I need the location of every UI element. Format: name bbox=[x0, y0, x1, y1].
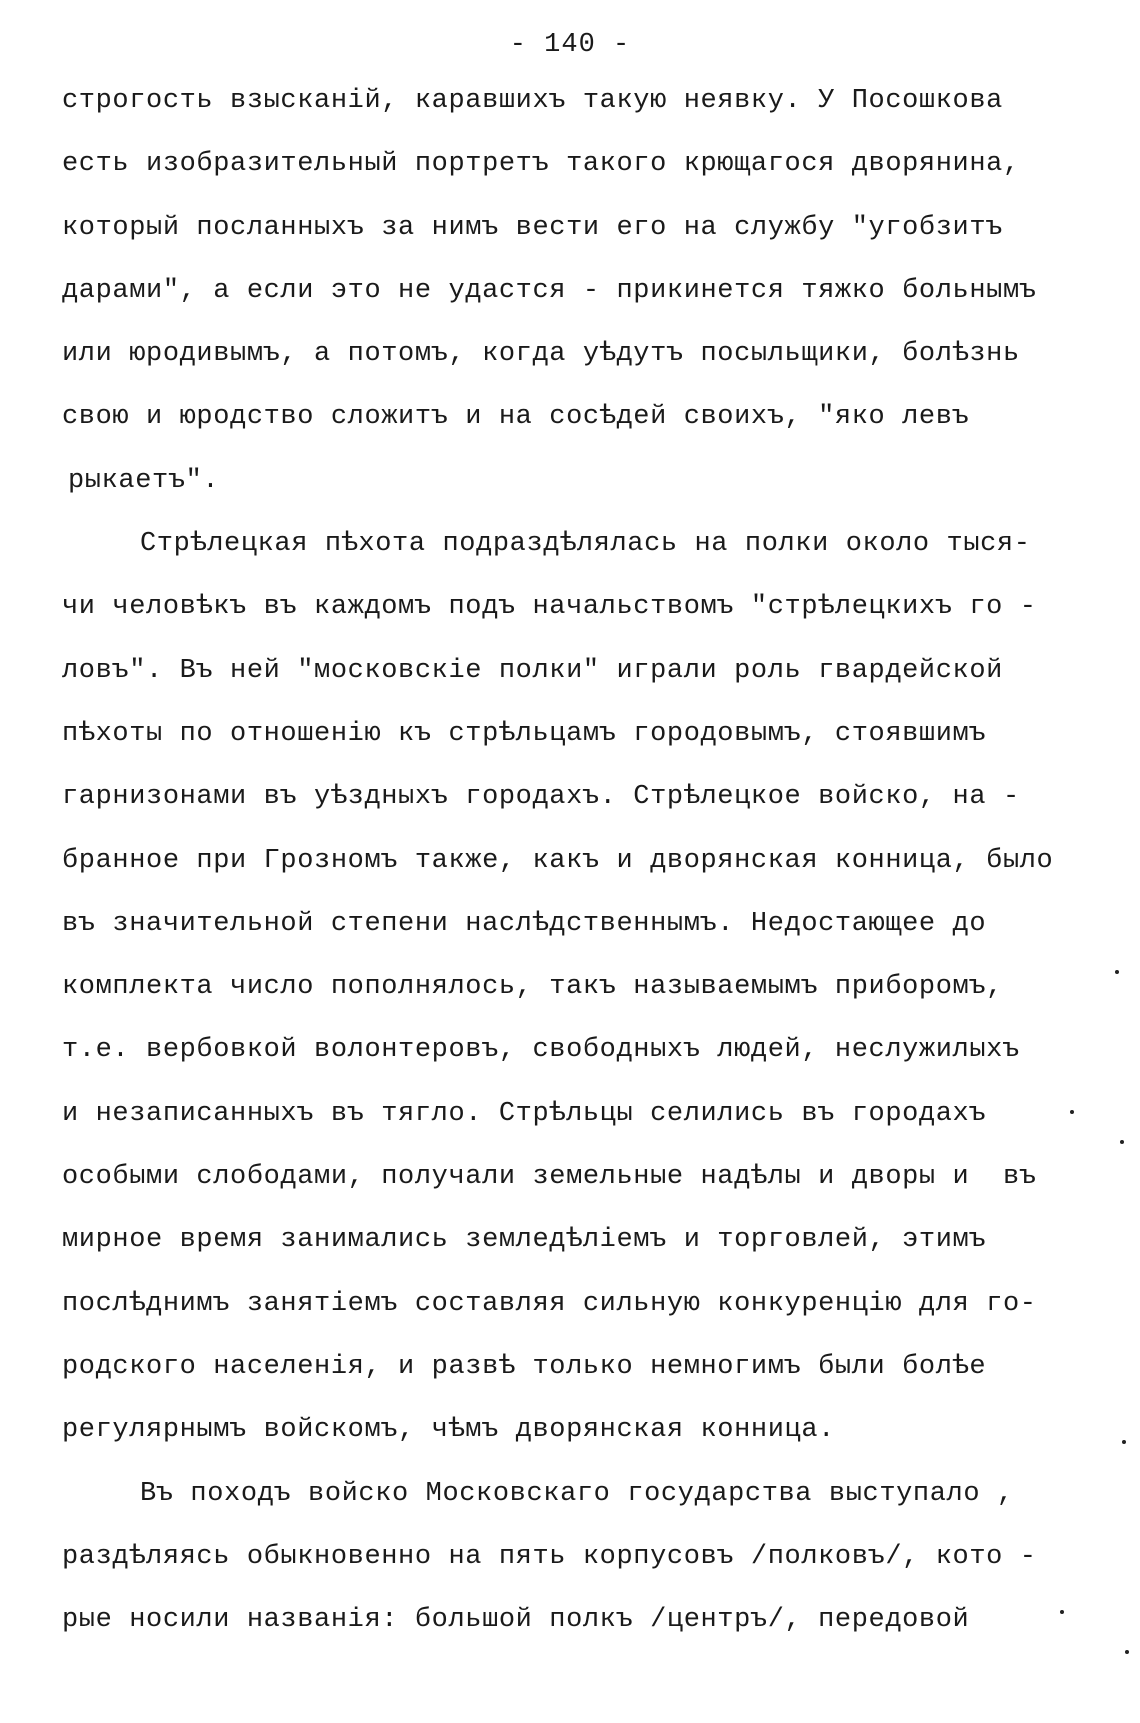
text-line: ловъ". Въ ней "московскіе полки" играли роль гвардейской bbox=[62, 655, 1003, 686]
paragraph-first-line: Въ походъ войско Московскаго государства выступало , bbox=[140, 1478, 1014, 1509]
text-line: который посланныхъ за нимъ вести его на службу "угобзитъ bbox=[62, 212, 1003, 243]
text-line: въ значительной степени наслѣдственнымъ. Недостающее до bbox=[62, 908, 987, 939]
scan-speck bbox=[1115, 970, 1119, 974]
text-line: чи человѣкъ въ каждомъ подъ начальствомъ "стрѣлецкихъ го - bbox=[62, 592, 1037, 623]
scan-speck bbox=[1120, 1140, 1124, 1144]
text-line: особыми слободами, получали земельные надѣлы и дворы и въ bbox=[62, 1162, 1037, 1193]
text-line: или юродивымъ, а потомъ, когда уѣдутъ посыльщики, болѣзнь bbox=[62, 339, 1020, 370]
paragraph-first-line: Стрѣлецкая пѣхота подраздѣлялась на полки около тыся- bbox=[140, 529, 1031, 560]
body-text bbox=[62, 70, 1062, 1652]
scan-speck bbox=[1070, 1110, 1074, 1114]
text-line: свою и юродство сложитъ и на сосѣдей своихъ, "яко левъ bbox=[62, 402, 970, 433]
text-line: бранное при Грозномъ также, какъ и дворянская конница, было bbox=[62, 845, 1054, 876]
text-line: т.е. вербовкой волонтеровъ, свободныхъ людей, неслужилыхъ bbox=[62, 1035, 1020, 1066]
text-line: рыкаетъ". bbox=[68, 465, 220, 496]
scan-speck bbox=[1125, 1650, 1129, 1654]
text-line: регулярнымъ войскомъ, чѣмъ дворянская конница. bbox=[62, 1415, 835, 1446]
page-number: - 140 - bbox=[509, 30, 631, 60]
text-line: мирное время занимались земледѣліемъ и торговлей, этимъ bbox=[62, 1225, 987, 1256]
text-line: родского населенія, и развѣ только немногимъ были болѣе bbox=[62, 1351, 987, 1382]
scan-speck bbox=[1122, 1440, 1126, 1444]
text-line: и незаписанныхъ въ тягло. Стрѣльцы селились въ городахъ bbox=[62, 1098, 987, 1129]
text-line: пѣхоты по отношенію къ стрѣльцамъ городовымъ, стоявшимъ bbox=[62, 718, 987, 749]
text-line: раздѣляясь обыкновенно на пять корпусовъ /полковъ/, кото - bbox=[62, 1541, 1037, 1572]
text-line: рые носили названія: большой полкъ /центръ/, передовой bbox=[62, 1605, 970, 1636]
text-line: комплекта число пополнялось, такъ называемымъ приборомъ, bbox=[62, 972, 1003, 1003]
scan-speck bbox=[1060, 1610, 1064, 1614]
text-line: есть изобразительный портретъ такого крющагося дворянина, bbox=[62, 149, 1020, 180]
text-line: дарами", а если это не удастся - прикинется тяжко больнымъ bbox=[62, 275, 1037, 306]
text-line: послѣднимъ занятіемъ составляя сильную конкуренцію для го- bbox=[62, 1288, 1037, 1319]
text-line: строгость взысканій, каравшихъ такую неявку. У Посошкова bbox=[62, 86, 1003, 116]
text-line: гарнизонами въ уѣздныхъ городахъ. Стрѣлецкое войско, на - bbox=[62, 782, 1020, 813]
